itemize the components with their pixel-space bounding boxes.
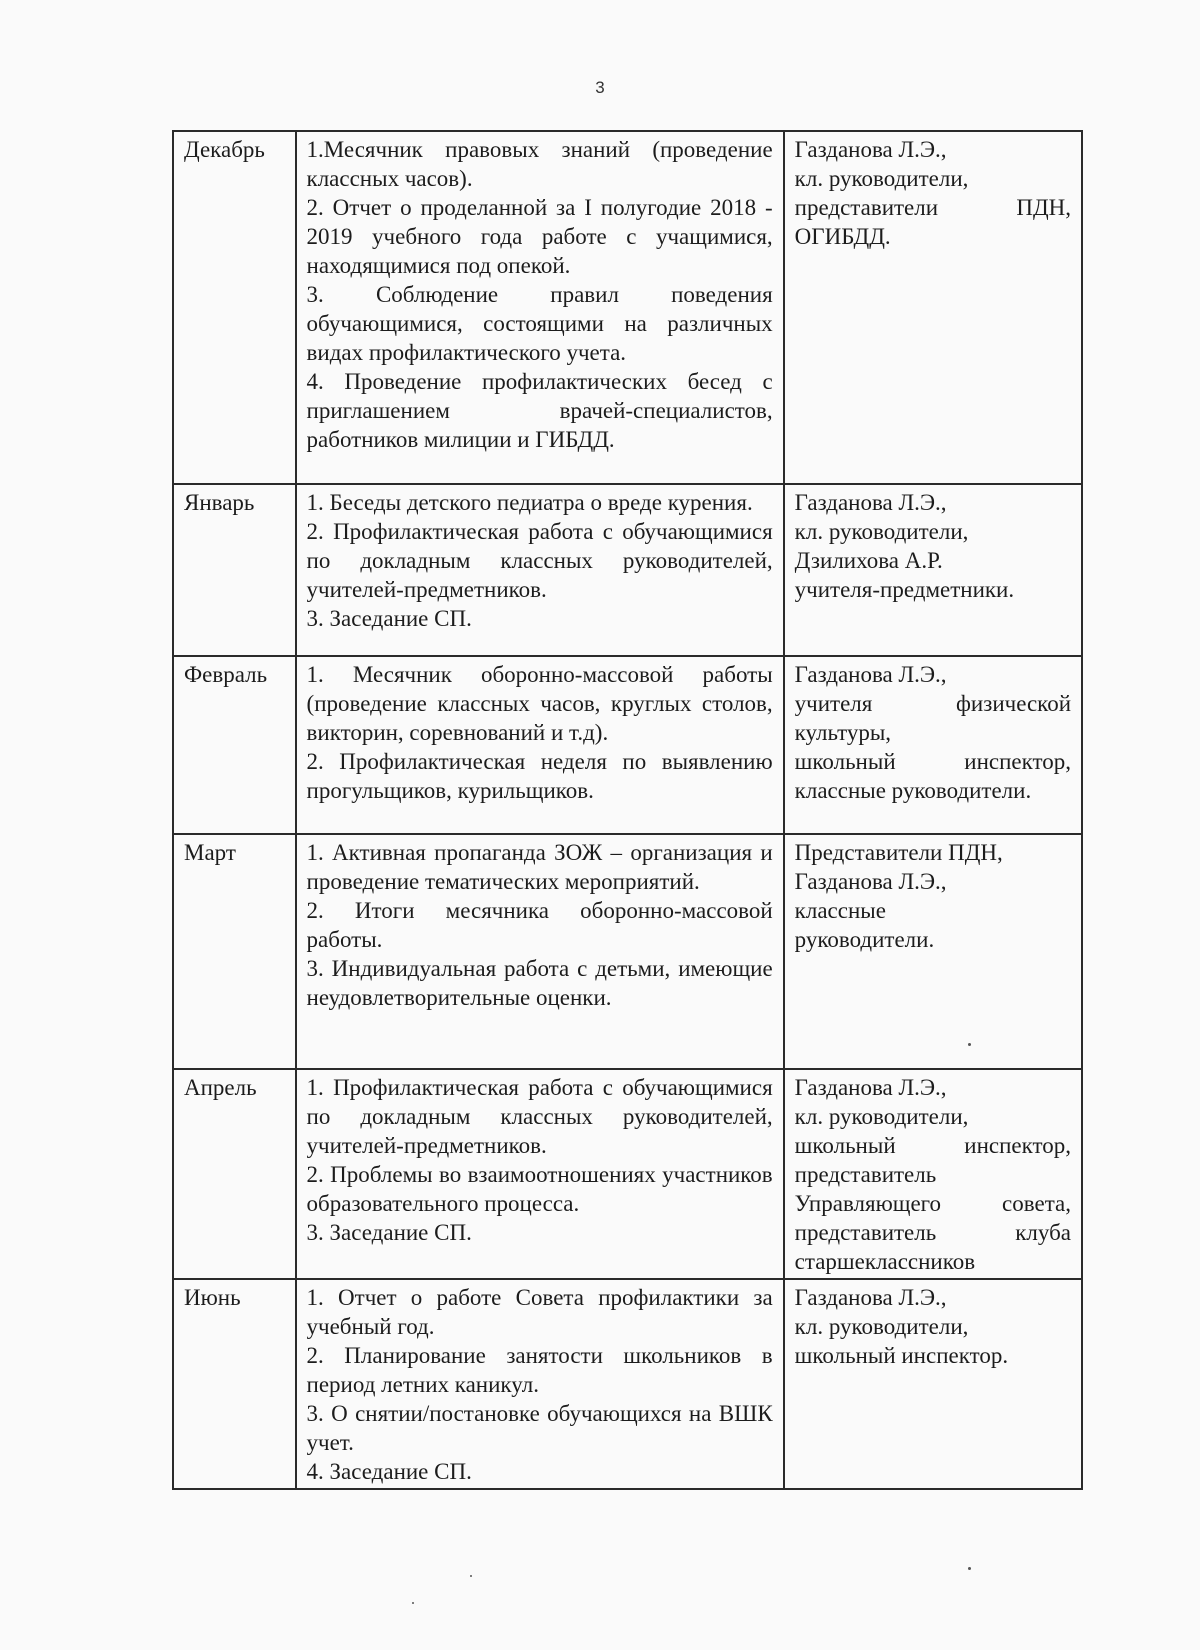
table-row (173, 484, 1082, 656)
responsible-line: Газданова Л.Э., (794, 1285, 947, 1310)
activities-cell (296, 656, 784, 834)
activity-item: 2. Отчет о проделанной за I полугодие 2018 - 2019 учебного года работе с учащимися, находящимися под опекой. (306, 195, 773, 278)
month-cell: Февраль (173, 656, 296, 834)
responsible-line: Газданова Л.Э., (794, 490, 947, 515)
responsible-line: Газданова Л.Э., (794, 869, 947, 894)
scan-speck (412, 1602, 414, 1604)
table-body (173, 131, 1082, 1489)
scan-speck (968, 1567, 971, 1570)
responsible-line: учителя-предметники. (794, 577, 1015, 602)
month-cell: Январь (173, 484, 296, 656)
scan-speck (968, 1043, 971, 1046)
activity-item: 3. Заседание СП. (306, 1220, 472, 1245)
activity-item: 1. Беседы детского педиатра о вреде курения. (306, 490, 753, 515)
responsible-line: школьный инспектор, классные руководители. (794, 749, 1071, 803)
table-row (173, 656, 1082, 834)
month-cell: Март (173, 834, 296, 1069)
responsible-line: Газданова Л.Э., (794, 1075, 947, 1100)
responsible-line: Представители ПДН, (794, 840, 1003, 865)
activities-cell (296, 484, 784, 656)
activity-item: 2. Проблемы во взаимоотношениях участников образовательного процесса. (306, 1162, 773, 1216)
responsible-line: кл. руководители, (794, 166, 969, 191)
scan-speck (470, 1575, 472, 1577)
responsible-line: классные (794, 898, 886, 923)
activity-item: 4. Заседание СП. (306, 1459, 472, 1484)
activities-cell (296, 834, 784, 1069)
responsible-cell (784, 1069, 1082, 1279)
responsible-line: учителя физической культуры, (794, 691, 1071, 745)
responsible-line: Газданова Л.Э., (794, 662, 947, 687)
activity-item: 1. Месячник оборонно-массовой работы (проведение классных часов, круглых столов, викторин, соревнований и т.д). (306, 662, 773, 745)
responsible-cell (784, 131, 1082, 484)
table-row (173, 1069, 1082, 1279)
month-cell: Июнь (173, 1279, 296, 1489)
responsible-line: кл. руководители, (794, 1104, 969, 1129)
responsible-line: кл. руководители, (794, 1314, 969, 1339)
activity-item: 2. Профилактическая работа с обучающимися по докладным классных руководителей, учителей-предметников. (306, 519, 773, 602)
activity-item: 4. Проведение профилактических бесед с приглашением врачей-специалистов, работников милиции и ГИБДД. (306, 369, 773, 452)
table-row (173, 1279, 1082, 1489)
responsible-line: представители ПДН, ОГИБДД. (794, 195, 1071, 249)
activity-item: 2. Планирование занятости школьников в период летних каникул. (306, 1343, 773, 1397)
responsible-cell (784, 656, 1082, 834)
responsible-line: Дзилихова А.Р. (794, 548, 943, 573)
table-row (173, 834, 1082, 1069)
responsible-cell (784, 834, 1082, 1069)
activities-cell (296, 1069, 784, 1279)
responsible-line: школьный инспектор, представитель Управляющего совета, представитель клуба старшеклассников (794, 1133, 1071, 1274)
responsible-cell (784, 484, 1082, 656)
activity-item: 1. Активная пропаганда ЗОЖ – организация и проведение тематических мероприятий. (306, 840, 773, 894)
table-row (173, 131, 1082, 484)
month-cell: Апрель (173, 1069, 296, 1279)
activity-item: 1. Профилактическая работа с обучающимися по докладным классных руководителей, учителей-предметников. (306, 1075, 773, 1158)
responsible-line: школьный инспектор. (794, 1343, 1009, 1368)
activity-item: 3. Соблюдение правил поведения обучающимися, состоящими на различных видах профилактического учета. (306, 282, 773, 365)
activity-item: 1. Отчет о работе Совета профилактики за учебный год. (306, 1285, 773, 1339)
responsible-cell (784, 1279, 1082, 1489)
activity-item: 3. Заседание СП. (306, 606, 472, 631)
activity-item: 1.Месячник правовых знаний (проведение классных часов). (306, 137, 773, 191)
activities-cell (296, 131, 784, 484)
responsible-line: Газданова Л.Э., (794, 137, 947, 162)
responsible-line: кл. руководители, (794, 519, 969, 544)
activity-item: 2. Итоги месячника оборонно-массовой работы. (306, 898, 773, 952)
responsible-line: руководители. (794, 927, 935, 952)
activity-item: 2. Профилактическая неделя по выявлению прогульщиков, курильщиков. (306, 749, 773, 803)
activity-item: 3. Индивидуальная работа с детьми, имеющие неудовлетворительные оценки. (306, 956, 773, 1010)
activity-plan-table (172, 130, 1083, 1490)
activities-cell (296, 1279, 784, 1489)
activity-item: 3. О снятии/постановке обучающихся на ВШК учет. (306, 1401, 773, 1455)
month-cell: Декабрь (173, 131, 296, 484)
page-number: 3 (595, 78, 605, 97)
